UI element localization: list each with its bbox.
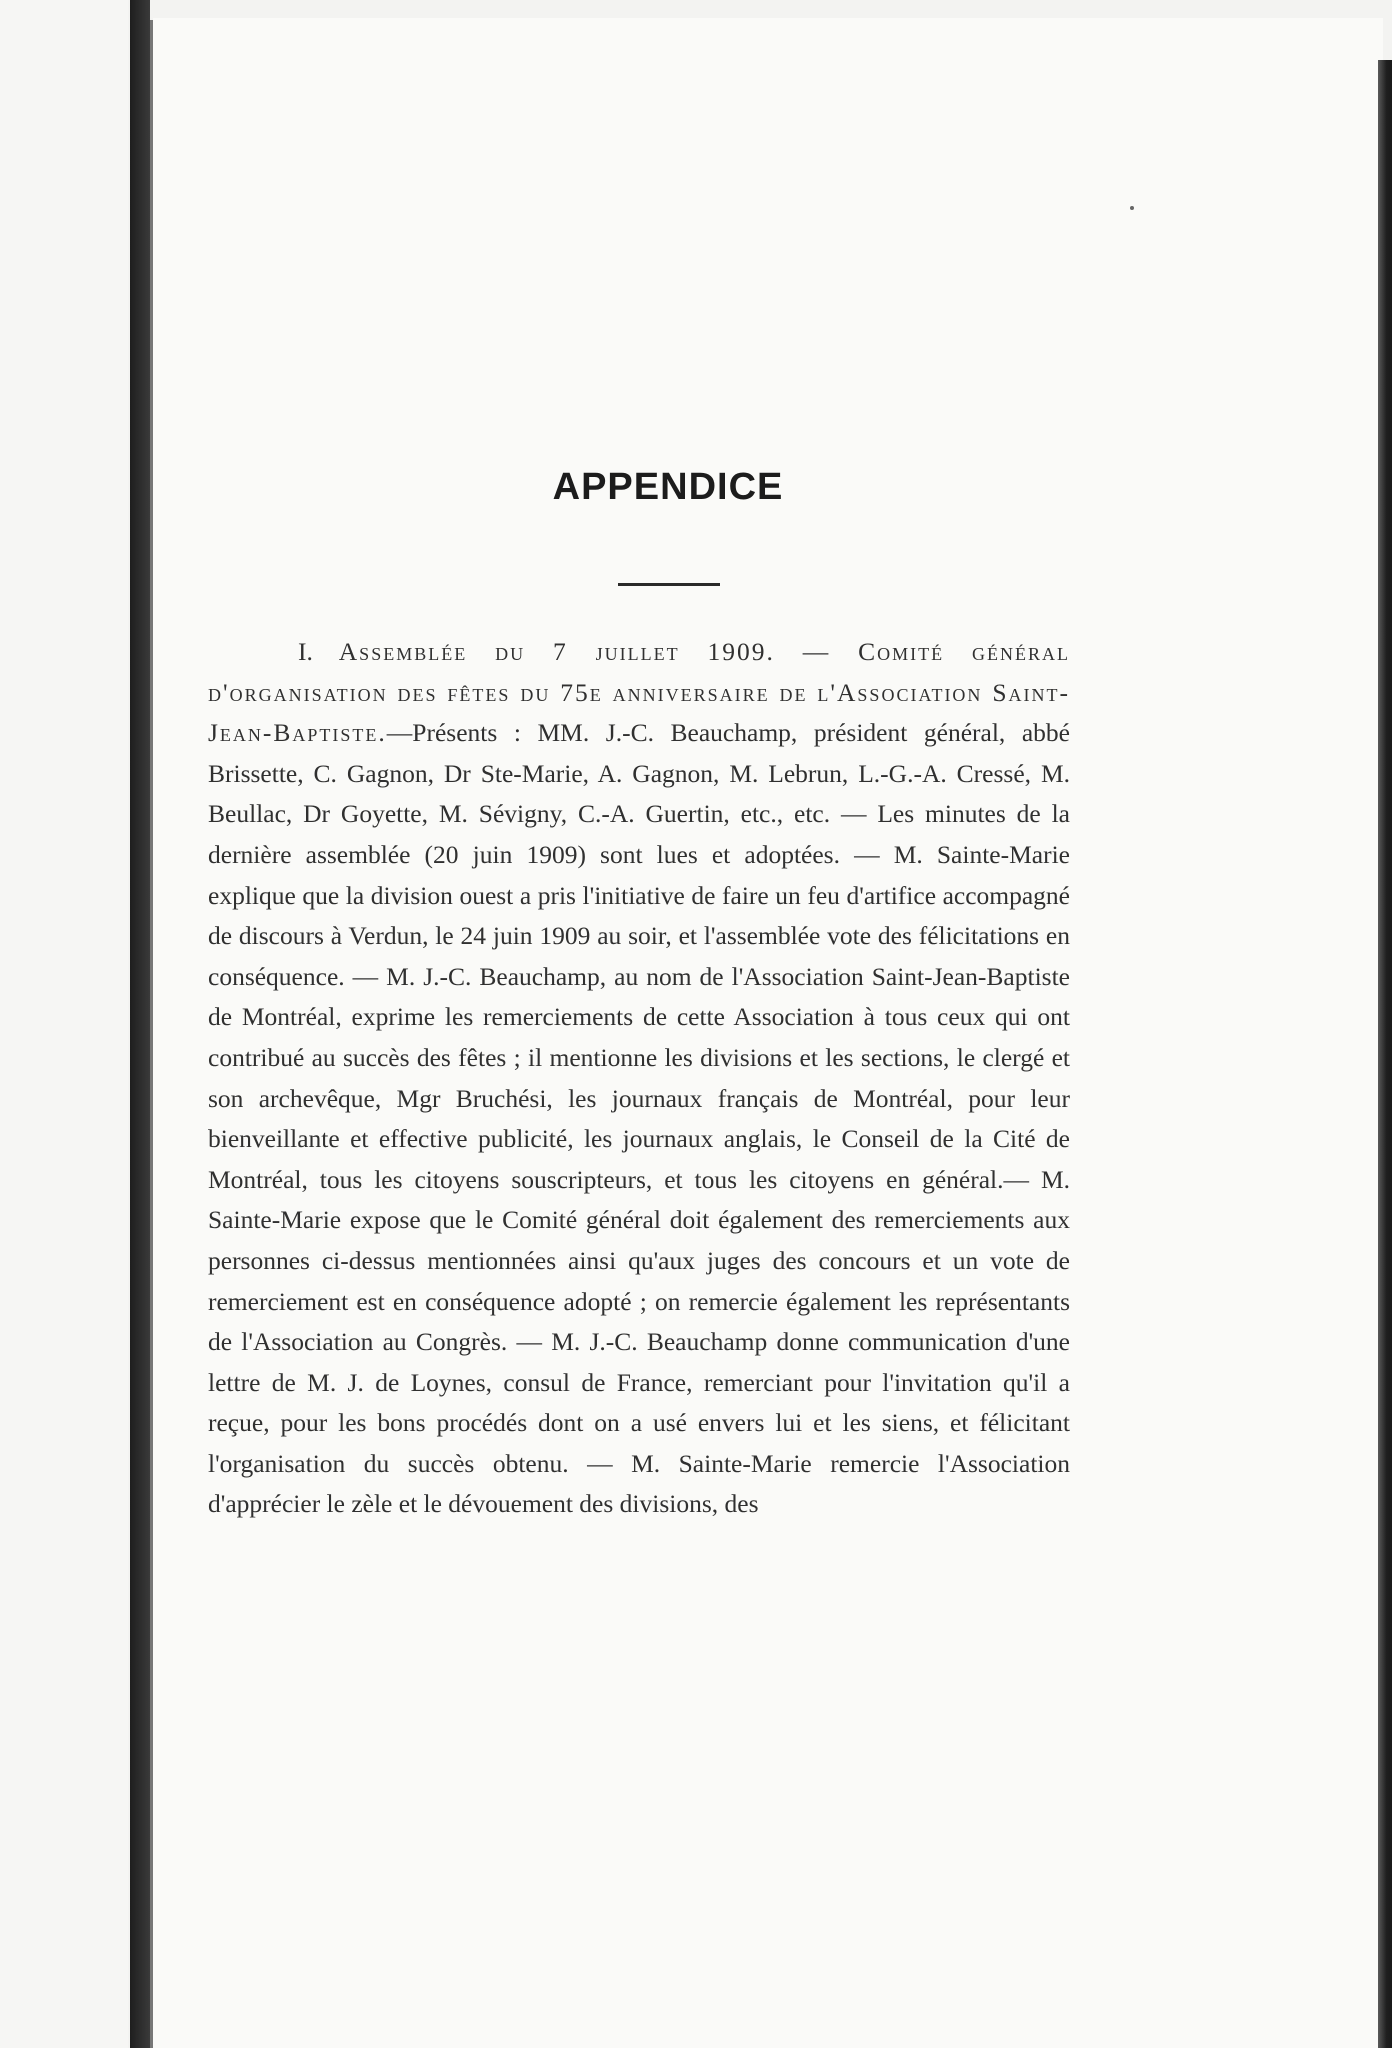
book-gutter xyxy=(130,0,150,2048)
body-paragraph xyxy=(208,632,1070,1525)
page-speck xyxy=(1130,206,1134,210)
paragraph-heading: Assemblée du 7 juillet 1909. — Comité général d'organisation des fêtes du 75e anniversaire de l'Association Saint-Jean-Baptiste. xyxy=(208,637,1071,748)
paragraph-body: —Présents : MM. J.-C. Beauchamp, président général, abbé Brissette, C. Gagnon, Dr Ste-Marie, A. Gagnon, M. Lebrun, L.-G.-A. Cressé, M. Beullac, Dr Goyette, M. Sévigny, C.-A. Guertin, etc., etc. — Les minutes de la dernière assemblée (20 juin 1909) sont lues et adoptées. — M. Sainte-Marie explique que la division ouest a pris l'initiative de faire un feu d'artifice accompagné de discours à Verdun, le 24 juin 1909 au soir, et l'assemblée vote des félicitations en conséquence. — M. J.-C. Beauchamp, au nom de l'Association Saint-Jean-Baptiste de Montréal, exprime les remerciements de cette Association à tous ceux qui ont contribué au succès des fêtes ; il mentionne les divisions et les sections, le clergé et son archevêque, Mgr Bruchési, les journaux français de Montréal, pour leur bienveillante et effective publicité, les journaux anglais, le Conseil de la Cité de Montréal, tous les citoyens souscripteurs, et tous les citoyens en général.— M. Sainte-Marie expose que le Comité général doit également des remerciements aux personnes ci-dessus mentionnées ainsi qu'aux juges des concours et un vote de remerciement est en conséquence adopté ; on remercie également les représentants de l'Association au Congrès. — M. J.-C. Beauchamp donne communication d'une lettre de M. J. de Loynes, consul de France, remerciant pour l'invitation qu'il a reçue, pour les bons procédés dont on a usé envers lui et les siens, et félicitant l'organisation du succès obtenu. — M. Sainte-Marie remercie l'Association d'apprécier le zèle et le dévouement des divisions, des xyxy=(208,718,1070,1519)
title-rule xyxy=(618,583,720,586)
paragraph-number: I. xyxy=(298,637,339,666)
page-right-edge xyxy=(1378,60,1392,2048)
facing-page-edge xyxy=(0,0,128,2048)
page-title: APPENDICE xyxy=(552,466,784,508)
